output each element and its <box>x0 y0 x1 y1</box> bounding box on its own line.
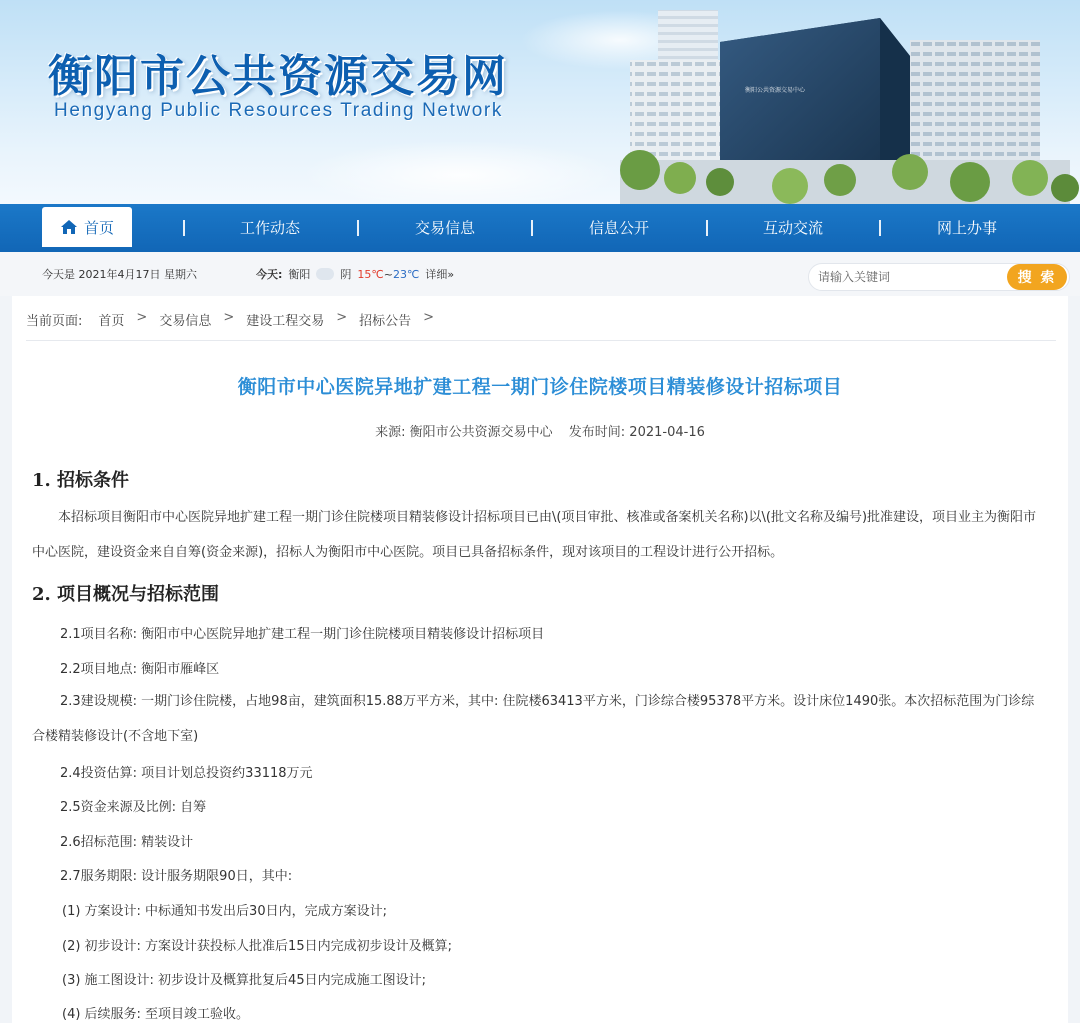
list-item: (1) 方案设计: 中标通知书发出后30日内，完成方案设计; <box>62 904 387 919</box>
list-item: (2) 初步设计: 方案设计获投标人批准后15日内完成初步设计及概算; <box>62 939 452 954</box>
temp-high: 15℃ <box>357 267 384 281</box>
project-location-line: 2.2项目地点: 衡阳市雁峰区 <box>60 662 220 677</box>
nav-item-label: 首页 <box>83 218 114 237</box>
nav-item-interaction[interactable]: 互动交流 <box>762 219 823 237</box>
scope-line: 2.6招标范围: 精装设计 <box>60 835 194 850</box>
nav-divider <box>357 220 359 236</box>
list-item: (4) 后续服务: 至项目竣工验收。 <box>62 1007 250 1022</box>
funding-line: 2.5资金来源及比例: 自筹 <box>60 800 207 815</box>
weather-widget <box>256 266 454 282</box>
breadcrumb-item-tender-notice[interactable]: 招标公告 <box>359 314 412 329</box>
weather-city: 衡阳 <box>288 268 311 281</box>
investment-line: 2.4投资估算: 项目计划总投资约33118万元 <box>60 766 313 781</box>
section-heading: 1. 招标条件 <box>32 470 130 491</box>
article-meta <box>12 421 1068 440</box>
header-banner <box>0 0 1080 204</box>
current-date: 今天是 2021年4月17日 星期六 <box>42 268 197 281</box>
project-name-line: 2.1项目名称: 衡阳市中心医院异地扩建工程一期门诊住院楼项目精装修设计招标项目 <box>60 627 545 642</box>
weather-condition: 阴 <box>340 268 352 281</box>
breadcrumb-separator: > <box>336 310 348 325</box>
weather-label: 今天: <box>256 268 283 281</box>
building-illustration <box>610 0 1080 204</box>
article-title: 衡阳市中心医院异地扩建工程一期门诊住院楼项目精装修设计招标项目 <box>237 376 843 398</box>
cloudy-icon <box>316 268 334 280</box>
nav-divider <box>879 220 881 236</box>
breadcrumb <box>26 310 446 329</box>
breadcrumb-separator: > <box>423 310 435 325</box>
nav-divider <box>183 220 185 236</box>
temp-separator: ~ <box>383 267 393 281</box>
service-period-line: 2.7服务期限: 设计服务期限90日，其中: <box>60 869 293 884</box>
breadcrumb-item-construction[interactable]: 建设工程交易 <box>246 314 325 329</box>
breadcrumb-item-home[interactable]: 首页 <box>98 314 125 329</box>
breadcrumb-separator: > <box>223 310 235 325</box>
site-title: 衡阳市公共资源交易网 <box>48 51 508 102</box>
article-publish-date: 发布时间: 2021-04-16 <box>568 425 705 440</box>
nav-item-info-disclosure[interactable]: 信息公开 <box>588 219 649 237</box>
nav-item-trading-info[interactable]: 交易信息 <box>414 219 475 237</box>
breadcrumb-label: 当前页面: <box>26 314 83 329</box>
list-item: (3) 施工图设计: 初步设计及概算批复后45日内完成施工图设计; <box>62 973 426 988</box>
weather-detail-link[interactable]: 详细» <box>425 268 455 281</box>
nav-item-home[interactable] <box>42 207 132 247</box>
nav-item-online-services[interactable]: 网上办事 <box>936 219 997 237</box>
nav-divider <box>706 220 708 236</box>
section-paragraph: 本招标项目衡阳市中心医院异地扩建工程一期门诊住院楼项目精装修设计招标项目已由\(项目审批、核准或备案机关名称)以\(批文名称及编号)批准建设，项目业主为衡阳市中心医院，建设资金来自自筹(资金来源)，招标人为衡阳市中心医院。项目已具备招标条件，现对该项目的工程设计进行公开招标。 <box>32 510 1037 560</box>
nav-divider <box>531 220 533 236</box>
section-heading: 2. 项目概况与招标范围 <box>32 584 220 605</box>
article-source: 来源: 衡阳市公共资源交易中心 <box>375 425 553 440</box>
project-scale-paragraph: 2.3建设规模: 一期门诊住院楼，占地98亩，建筑面积15.88万平方米，其中: 住院楼63413平方米，门诊综合楼95378平方米。设计床位1490张。本次招标范围为门诊综合楼精装修设计(不含地下室) <box>32 694 1035 744</box>
breadcrumb-item-trading-info[interactable]: 交易信息 <box>159 314 212 329</box>
temp-low: 23℃ <box>392 267 420 281</box>
site-subtitle: Hengyang Public Resources Trading Network <box>54 100 503 121</box>
nav-item-work-news[interactable]: 工作动态 <box>239 219 300 237</box>
breadcrumb-divider <box>26 340 1056 341</box>
breadcrumb-separator: > <box>136 310 148 325</box>
cloud-decoration <box>300 140 620 204</box>
search-button[interactable]: 搜 索 <box>1007 264 1067 290</box>
search-input[interactable] <box>818 268 998 286</box>
home-icon <box>60 219 78 235</box>
svg-text:衡阳公共资源交易中心: 衡阳公共资源交易中心 <box>745 87 806 94</box>
